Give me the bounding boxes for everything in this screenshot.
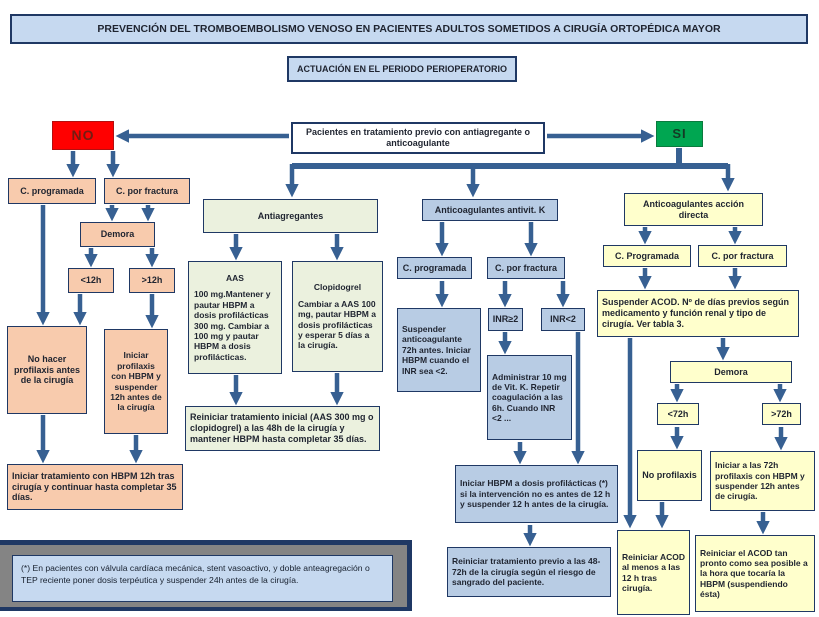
footnote-text: (*) En pacientes con válvula cardíaca mecánica, stent vasoactivo, y doble anteagregación o TEP reciente poner dosis terpéutica y suspender 24h antes de la cirugía. bbox=[12, 555, 393, 602]
clopidogrel-body: Cambiar a AAS 100 mg, pautar HBPM a dosis profilácticas y esperar 5 días a la cirugía. bbox=[298, 298, 376, 351]
lt72h-box: <72h bbox=[657, 403, 699, 425]
iniciar-profilaxis-box: Iniciar profilaxis con HBPM y suspender 12h antes de la cirugía bbox=[104, 329, 168, 434]
no-profilaxis-box: No profilaxis bbox=[637, 450, 702, 501]
iniciar-72h-profilaxis-box: Iniciar a las 72h profilaxis con HBPM y suspender 12h antes de cirugía. bbox=[710, 451, 815, 511]
reiniciar-acod-12h-box: Reiniciar ACOD al menos a las 12 h tras cirugía. bbox=[617, 530, 690, 615]
antiagregantes-header-box: Antiagregantes bbox=[203, 199, 378, 233]
aas-box bbox=[188, 261, 282, 374]
suspender-anticoagulante-box: Suspender anticoagulante 72h antes. Iniciar HBPM cuando el INR sea <2. bbox=[397, 308, 481, 392]
clopidogrel-box bbox=[292, 261, 383, 372]
antivitk-c-programada-box: C. programada bbox=[397, 257, 472, 279]
acod-header-box: Anticoagulantes acción directa bbox=[624, 193, 763, 226]
acod-demora-box: Demora bbox=[670, 361, 792, 383]
section-title: ACTUACIÓN EN EL PERIODO PERIOPERATORIO bbox=[287, 56, 517, 82]
iniciar-tratamiento-hbpm-box: Iniciar tratamiento con HBPM 12h tras cirugía y continuar hasta completar 35 días. bbox=[7, 464, 183, 510]
reiniciar-tratamiento-previo-box: Reiniciar tratamiento previo a las 48-72h de la cirugía según el riesgo de sangrado del paciente. bbox=[447, 547, 611, 597]
acod-c-fractura-box: C. por fractura bbox=[698, 245, 787, 267]
page-title: PREVENCIÓN DEL TROMBOEMBOLISMO VENOSO EN PACIENTES ADULTOS SOMETIDOS A CIRUGÍA ORTOPÉDICA MAYOR bbox=[10, 14, 808, 44]
reiniciar-acod-pronto-box: Reiniciar el ACOD tan pronto como sea posible a la hora que tocaría la HBPM (suspendiendo ésta) bbox=[695, 535, 815, 612]
antivitk-c-fractura-box: C. por fractura bbox=[487, 257, 565, 279]
acod-c-programada-box: C. Programada bbox=[603, 245, 691, 267]
suspender-acod-box: Suspender ACOD. Nº de días previos según medicamento y función renal y tipo de cirugía. Ver tabla 3. bbox=[597, 290, 799, 337]
clopidogrel-title: Clopidogrel bbox=[313, 282, 362, 293]
iniciar-hbpm-profilacticas-box: Iniciar HBPM a dosis profilácticas (*) si la intervención no es antes de 12 h y suspender 12 h antes de la cirugía. bbox=[455, 465, 618, 523]
gt12h-box: >12h bbox=[129, 268, 175, 293]
decision-si-box: SI bbox=[656, 121, 703, 147]
antivitk-header-box: Anticoagulantes antivit. K bbox=[422, 199, 558, 221]
gt72h-box: >72h bbox=[762, 403, 801, 425]
inr-ge2-box: INR≥2 bbox=[488, 308, 523, 331]
no-demora-box: Demora bbox=[80, 222, 155, 247]
reiniciar-tratamiento-inicial-box: Reiniciar tratamiento inicial (AAS 300 mg o clopidogrel) a las 48h de la cirugía y mantener HBPM hasta completar 35 días. bbox=[185, 406, 380, 451]
aas-body: 100 mg.Mantener y pautar HBPM a dosis profilácticas 300 mg. Cambiar a 100 mg y pautar HBPM a dosis profilácticas. bbox=[194, 289, 271, 362]
administrar-vitk-box: Administrar 10 mg de Vit. K. Repetir coagulación a las 6h. Cuando INR <2 ... bbox=[487, 355, 572, 440]
no-c-programada-box: C. programada bbox=[8, 178, 96, 204]
decision-no-box: NO bbox=[52, 121, 114, 150]
inr-lt2-box: INR<2 bbox=[541, 308, 585, 331]
aas-title: AAS bbox=[226, 273, 244, 284]
no-c-fractura-box: C. por fractura bbox=[104, 178, 190, 204]
lt12h-box: <12h bbox=[68, 268, 114, 293]
no-hacer-profilaxis-box: No hacer profilaxis antes de la cirugía bbox=[7, 326, 87, 414]
root-box: Pacientes en tratamiento previo con antiagregante o anticoagulante bbox=[291, 122, 545, 154]
